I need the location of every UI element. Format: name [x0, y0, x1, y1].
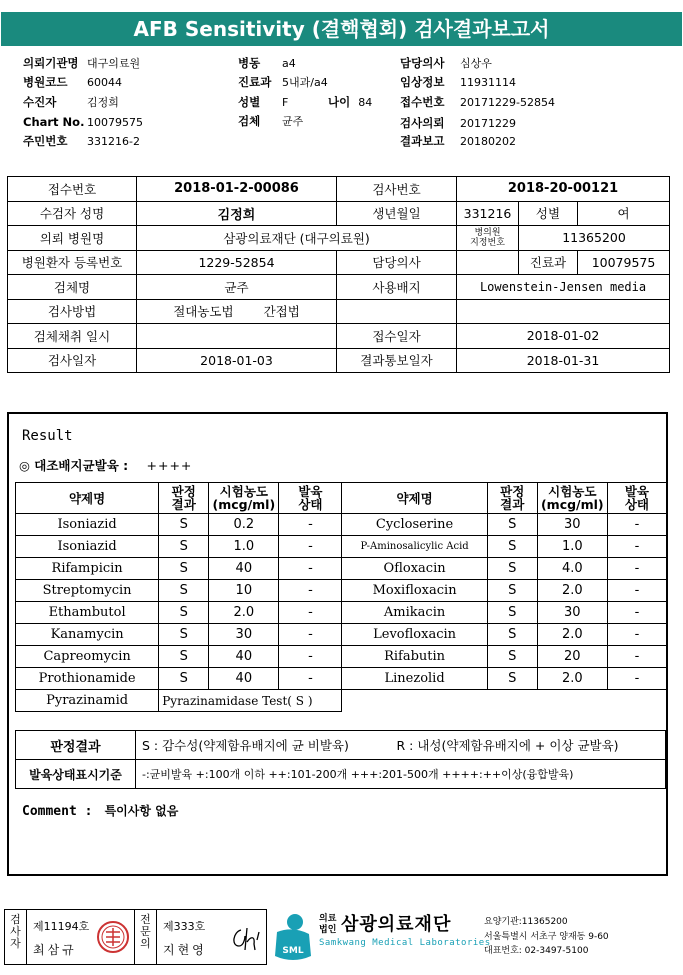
test-date-label: 검사일자 — [8, 348, 137, 373]
drug-cell-result: S — [159, 646, 209, 668]
header-hospital-code: 병원코드 60044 — [23, 75, 122, 89]
drug-cell-conc: 2.0 — [537, 580, 607, 602]
seal-icon — [93, 910, 133, 964]
drug-cell-result: S — [159, 602, 209, 624]
drug-cell-conc: 2.0 — [209, 602, 279, 624]
info-row — [8, 348, 670, 373]
drug-row — [16, 514, 667, 536]
control-growth — [19, 456, 192, 474]
info-row — [8, 226, 670, 251]
receipt-no-label: 접수번호 — [8, 177, 137, 202]
pza-row — [16, 690, 667, 712]
designated-no-label: 병의원 지정번호 — [457, 226, 519, 251]
test-no-label: 검사번호 — [337, 177, 457, 202]
drug-cell-result: S — [487, 580, 537, 602]
drug-cell-growth: - — [607, 646, 666, 668]
header-sex: 성별 F — [238, 95, 289, 109]
result-title: Result — [22, 428, 73, 444]
comment-label: Comment : — [22, 804, 93, 819]
header-rrn: 주민번호 331216-2 — [23, 134, 140, 148]
drug-cell-result: S — [487, 536, 537, 558]
drug-cell-result: S — [487, 646, 537, 668]
drug-cell-conc: 40 — [209, 646, 279, 668]
method-label: 검사방법 — [8, 299, 137, 324]
drug-cell-conc: 30 — [537, 602, 607, 624]
info-row — [8, 201, 670, 226]
drug-cell-conc: 40 — [209, 558, 279, 580]
patient-name-label: 수검자 성명 — [8, 201, 137, 226]
birth-value: 331216 — [457, 201, 519, 226]
org-prefix: 의료 법인 — [319, 914, 337, 935]
test-no-value: 2018-20-00121 — [457, 177, 670, 202]
drug-cell-drug: Ethambutol — [16, 602, 159, 624]
org-phone: 대표번호: 02-3497-5100 — [484, 946, 589, 956]
drug-cell-result: S — [159, 668, 209, 690]
drug-cell-growth: - — [279, 602, 342, 624]
header-receipt-no: 접수번호 20171229-52854 — [400, 95, 555, 109]
patient-name-value: 김정희 — [137, 201, 337, 226]
designated-no-value: 11365200 — [519, 226, 670, 251]
drug-row — [16, 624, 667, 646]
sex-value: 여 — [578, 201, 670, 226]
medium-value: Lowenstein-Jensen media — [457, 275, 670, 300]
method-blank — [337, 299, 457, 324]
drug-cell-growth: - — [279, 580, 342, 602]
drug-row — [16, 536, 667, 558]
drug-row — [16, 668, 667, 690]
drug-cell-conc: 10 — [209, 580, 279, 602]
birth-label: 생년월일 — [337, 201, 457, 226]
signature-box — [4, 909, 267, 965]
drug-cell-growth: - — [279, 668, 342, 690]
receipt-no-value: 2018-01-2-00086 — [137, 177, 337, 202]
info-row — [8, 324, 670, 349]
confirmer-label — [135, 910, 157, 964]
drug-cell-result: S — [487, 514, 537, 536]
hospital-label: 의뢰 병원명 — [8, 226, 137, 251]
drug-table-header — [16, 483, 667, 514]
org-name-en: Samkwang Medical Laboratories — [319, 938, 491, 948]
drug-row — [16, 580, 667, 602]
drug-cell-growth: - — [279, 514, 342, 536]
dept-value: 10079575 — [578, 250, 670, 275]
drug-cell-drug: Cycloserine — [342, 514, 487, 536]
drug-cell-growth: - — [279, 624, 342, 646]
patient-reg-label: 병원환자 등록번호 — [8, 250, 137, 275]
method-value: 절대농도법 간접법 — [137, 299, 337, 324]
info-row — [8, 250, 670, 275]
collection-value — [137, 324, 337, 349]
report-date-value: 2018-01-31 — [457, 348, 670, 373]
organization-block — [271, 908, 681, 968]
drug-cell-conc: 4.0 — [537, 558, 607, 580]
medium-label: 사용배지 — [337, 275, 457, 300]
legend-judge-r: R : 내성(약제함유배지에 + 이상 균발육) — [391, 731, 666, 760]
drug-row — [16, 602, 667, 624]
drug-table-body — [16, 514, 667, 712]
drug-header: 약제명 — [342, 483, 487, 514]
pza-test: Pyrazinamidase Test( S ) — [159, 690, 342, 712]
info-row — [8, 275, 670, 300]
doctor-value — [457, 250, 519, 275]
reviewer-label — [5, 910, 27, 964]
drug-row — [16, 646, 667, 668]
drug-cell-result: S — [487, 558, 537, 580]
header-patient: 수진자 김정희 — [23, 95, 119, 109]
info-row — [8, 177, 670, 202]
drug-header: 약제명 — [16, 483, 159, 514]
header-ward: 병동 a4 — [238, 56, 296, 70]
sml-logo-icon — [271, 912, 315, 964]
conc-header: 시험농도 (mcg/ml) — [537, 483, 607, 514]
hospital-value: 삼광의료재단 (대구의료원) — [137, 226, 457, 251]
control-growth-value: ++++ — [146, 458, 193, 473]
conc-header: 시험농도 (mcg/ml) — [209, 483, 279, 514]
drug-cell-drug: Streptomycin — [16, 580, 159, 602]
specimen-label: 검체명 — [8, 275, 137, 300]
header-department: 진료과 5내과/a4 — [238, 75, 328, 89]
drug-sensitivity-table — [15, 482, 667, 712]
pza-blank — [342, 690, 667, 712]
test-date-value: 2018-01-03 — [137, 348, 337, 373]
drug-cell-drug: Rifampicin — [16, 558, 159, 580]
pza-drug: Pyrazinamid — [16, 690, 159, 712]
legend-table — [15, 730, 666, 789]
info-row — [8, 299, 670, 324]
drug-cell-drug: Linezolid — [342, 668, 487, 690]
drug-cell-drug: P-Aminosalicylic Acid — [342, 536, 487, 558]
legend-judge-row — [16, 731, 666, 760]
drug-cell-growth: - — [607, 580, 666, 602]
header-specimen: 검체 균주 — [238, 114, 304, 128]
reviewer-label-text: 검 사 자 — [10, 913, 21, 950]
reviewer-license: 제11194호 — [33, 920, 90, 933]
drug-cell-result: S — [159, 558, 209, 580]
drug-cell-drug: Isoniazid — [16, 536, 159, 558]
growth-header: 발육 상태 — [279, 483, 342, 514]
drug-row — [16, 558, 667, 580]
reviewer-seal-cell — [93, 910, 135, 964]
legend-growth-row — [16, 760, 666, 789]
sex-label: 성별 — [519, 201, 578, 226]
drug-cell-drug: Isoniazid — [16, 514, 159, 536]
patient-reg-value: 1229-52854 — [137, 250, 337, 275]
doctor-label: 담당의사 — [337, 250, 457, 275]
org-name: 삼광의료재단 — [341, 914, 452, 935]
drug-cell-growth: - — [279, 558, 342, 580]
specimen-value: 균주 — [137, 275, 337, 300]
drug-cell-drug: Ofloxacin — [342, 558, 487, 580]
received-value: 2018-01-02 — [457, 324, 670, 349]
drug-cell-drug: Moxifloxacin — [342, 580, 487, 602]
header-chart-no: Chart No. 10079575 — [23, 115, 143, 129]
judge-header: 판정 결과 — [487, 483, 537, 514]
drug-cell-drug: Levofloxacin — [342, 624, 487, 646]
received-label: 접수일자 — [337, 324, 457, 349]
drug-cell-growth: - — [607, 536, 666, 558]
comment — [22, 802, 178, 819]
drug-cell-result: S — [159, 580, 209, 602]
drug-cell-growth: - — [607, 514, 666, 536]
judge-header: 판정 결과 — [159, 483, 209, 514]
reviewer-name: 최삼규 — [33, 943, 77, 957]
dept-label: 진료과 — [519, 250, 578, 275]
control-growth-label: ◎ 대조배지균발육 : — [19, 458, 129, 473]
org-address: 서울특별시 서초구 양재동 9-60 — [484, 932, 609, 942]
confirmer-license: 제333호 — [163, 920, 206, 933]
drug-cell-growth: - — [279, 646, 342, 668]
collection-label: 검체채취 일시 — [8, 324, 137, 349]
legend-judge-label: 판정결과 — [16, 731, 136, 760]
care-code: 요양기관:11365200 — [484, 917, 568, 927]
svg-text:SML: SML — [282, 946, 304, 956]
drug-cell-conc: 1.0 — [537, 536, 607, 558]
drug-cell-result: S — [487, 624, 537, 646]
confirmer-name: 지현영 — [163, 943, 207, 957]
drug-cell-conc: 0.2 — [209, 514, 279, 536]
drug-cell-result: S — [487, 668, 537, 690]
drug-cell-drug: Kanamycin — [16, 624, 159, 646]
drug-cell-conc: 1.0 — [209, 536, 279, 558]
method-blank-2 — [457, 299, 670, 324]
drug-cell-conc: 20 — [537, 646, 607, 668]
growth-header: 발육 상태 — [607, 483, 666, 514]
confirmer-label-text: 전 문 의 — [140, 913, 151, 950]
comment-value: 특이사항 없음 — [104, 804, 179, 818]
legend-judge-s: S : 감수성(약제함유배지에 균 비발육) — [136, 731, 391, 760]
drug-cell-result: S — [159, 536, 209, 558]
drug-cell-drug: Prothionamide — [16, 668, 159, 690]
drug-cell-drug: Amikacin — [342, 602, 487, 624]
drug-cell-conc: 40 — [209, 668, 279, 690]
header-doctor: 담당의사 심상우 — [400, 56, 492, 70]
patient-info-table — [7, 176, 670, 373]
report-date-label: 결과통보일자 — [337, 348, 457, 373]
drug-cell-growth: - — [607, 602, 666, 624]
signature-icon — [227, 924, 263, 954]
drug-cell-growth: - — [607, 624, 666, 646]
drug-cell-result: S — [159, 514, 209, 536]
result-box — [7, 412, 668, 876]
drug-cell-conc: 2.0 — [537, 624, 607, 646]
drug-cell-conc: 30 — [209, 624, 279, 646]
header-clinical-info: 임상정보 11931114 — [400, 75, 516, 89]
report-title: AFB Sensitivity (결핵협회) 검사결과보고서 — [1, 12, 682, 46]
drug-cell-growth: - — [607, 558, 666, 580]
header-age: 나이 84 — [328, 95, 373, 109]
drug-cell-growth: - — [279, 536, 342, 558]
drug-cell-result: S — [159, 624, 209, 646]
header-report-date: 결과보고 20180202 — [400, 134, 516, 148]
legend-growth-label: 발육상태표시기준 — [16, 760, 136, 789]
drug-cell-conc: 2.0 — [537, 668, 607, 690]
drug-cell-conc: 30 — [537, 514, 607, 536]
header-hospital: 의뢰기관명 대구의료원 — [23, 56, 141, 70]
legend-growth-text: -:균비발육 +:100개 이하 ++:101-200개 +++:201-500개 ++++:++이상(융합발육) — [136, 760, 666, 789]
drug-cell-drug: Rifabutin — [342, 646, 487, 668]
drug-cell-result: S — [487, 602, 537, 624]
drug-cell-drug: Capreomycin — [16, 646, 159, 668]
drug-cell-growth: - — [607, 668, 666, 690]
header-request-date: 검사의뢰 20171229 — [400, 116, 516, 130]
